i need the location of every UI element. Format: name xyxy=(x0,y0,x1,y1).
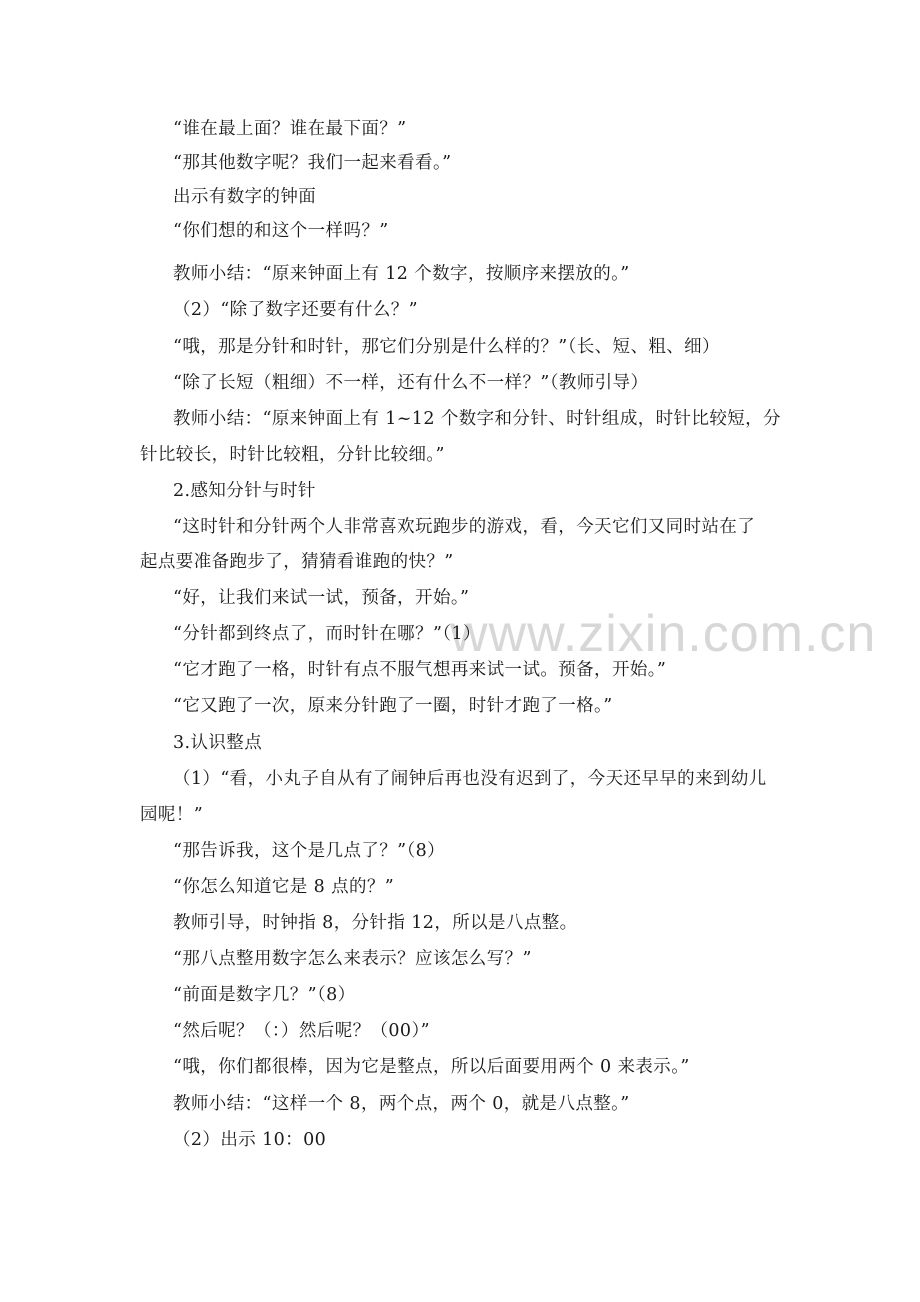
text-line: “除了长短（粗细）不一样，还有什么不一样？”（教师引导） xyxy=(173,373,649,393)
text-line: 起点要准备跑步了，猜猜看谁跑的快？” xyxy=(140,552,454,572)
text-line: （2）出示 10：00 xyxy=(173,1130,327,1150)
text-line: “你怎么知道它是 8 点的？” xyxy=(173,877,395,897)
text-line: “前面是数字几？”（8） xyxy=(173,985,356,1005)
text-line: “它又跑了一次，原来分针跑了一圈，时针才跑了一格。” xyxy=(173,696,613,716)
text-line: “哦，那是分针和时针，那它们分别是什么样的？”（长、短、粗、细） xyxy=(173,337,720,357)
text-line: 教师小结：“原来钟面上有 12 个数字，按顺序来摆放的。” xyxy=(173,264,630,284)
text-line: 教师引导，时钟指 8，分针指 12，所以是八点整。 xyxy=(173,913,578,933)
section-heading: 2.感知分针与时针 xyxy=(173,481,316,501)
text-line: “那八点整用数字怎么来表示？应该怎么写？” xyxy=(173,949,532,969)
text-line: “然后呢？（：）然后呢？（00）” xyxy=(173,1021,430,1041)
text-line: 针比较长，时针比较粗，分针比较细。” xyxy=(140,445,445,465)
text-line: （1）“看，小丸子自从有了闹钟后再也没有迟到了，今天还早早的来到幼儿 xyxy=(173,769,767,789)
text-line: 教师小结：“原来钟面上有 1~12 个数字和分针、时针组成，时针比较短，分 xyxy=(173,409,781,429)
text-line: “分针都到终点了，而时针在哪？”（1） xyxy=(173,624,481,644)
watermark: www.zixin.com.cn xyxy=(450,605,877,663)
text-line: （2）“除了数字还要有什么？” xyxy=(173,300,419,320)
text-line: “你们想的和这个一样吗？” xyxy=(173,221,389,241)
text-line: “那其他数字呢？我们一起来看看。” xyxy=(173,153,452,173)
text-line: “它才跑了一格，时针有点不服气想再来试一试。预备，开始。” xyxy=(173,660,667,680)
text-line: “哦，你们都很棒，因为它是整点，所以后面要用两个 0 来表示。” xyxy=(173,1057,690,1077)
section-heading: 3.认识整点 xyxy=(173,733,263,753)
text-line: 园呢！” xyxy=(140,805,204,825)
text-line: “好，让我们来试一试，预备，开始。” xyxy=(173,588,470,608)
text-line: “这时针和分针两个人非常喜欢玩跑步的游戏，看，今天它们又同时站在了 xyxy=(173,517,756,537)
text-line: “谁在最上面？谁在最下面？” xyxy=(173,119,407,139)
text-line: “那告诉我，这个是几点了？”（8） xyxy=(173,841,446,861)
text-line: 出示有数字的钟面 xyxy=(173,187,317,207)
text-line: 教师小结：“这样一个 8，两个点，两个 0，就是八点整。” xyxy=(173,1094,630,1114)
